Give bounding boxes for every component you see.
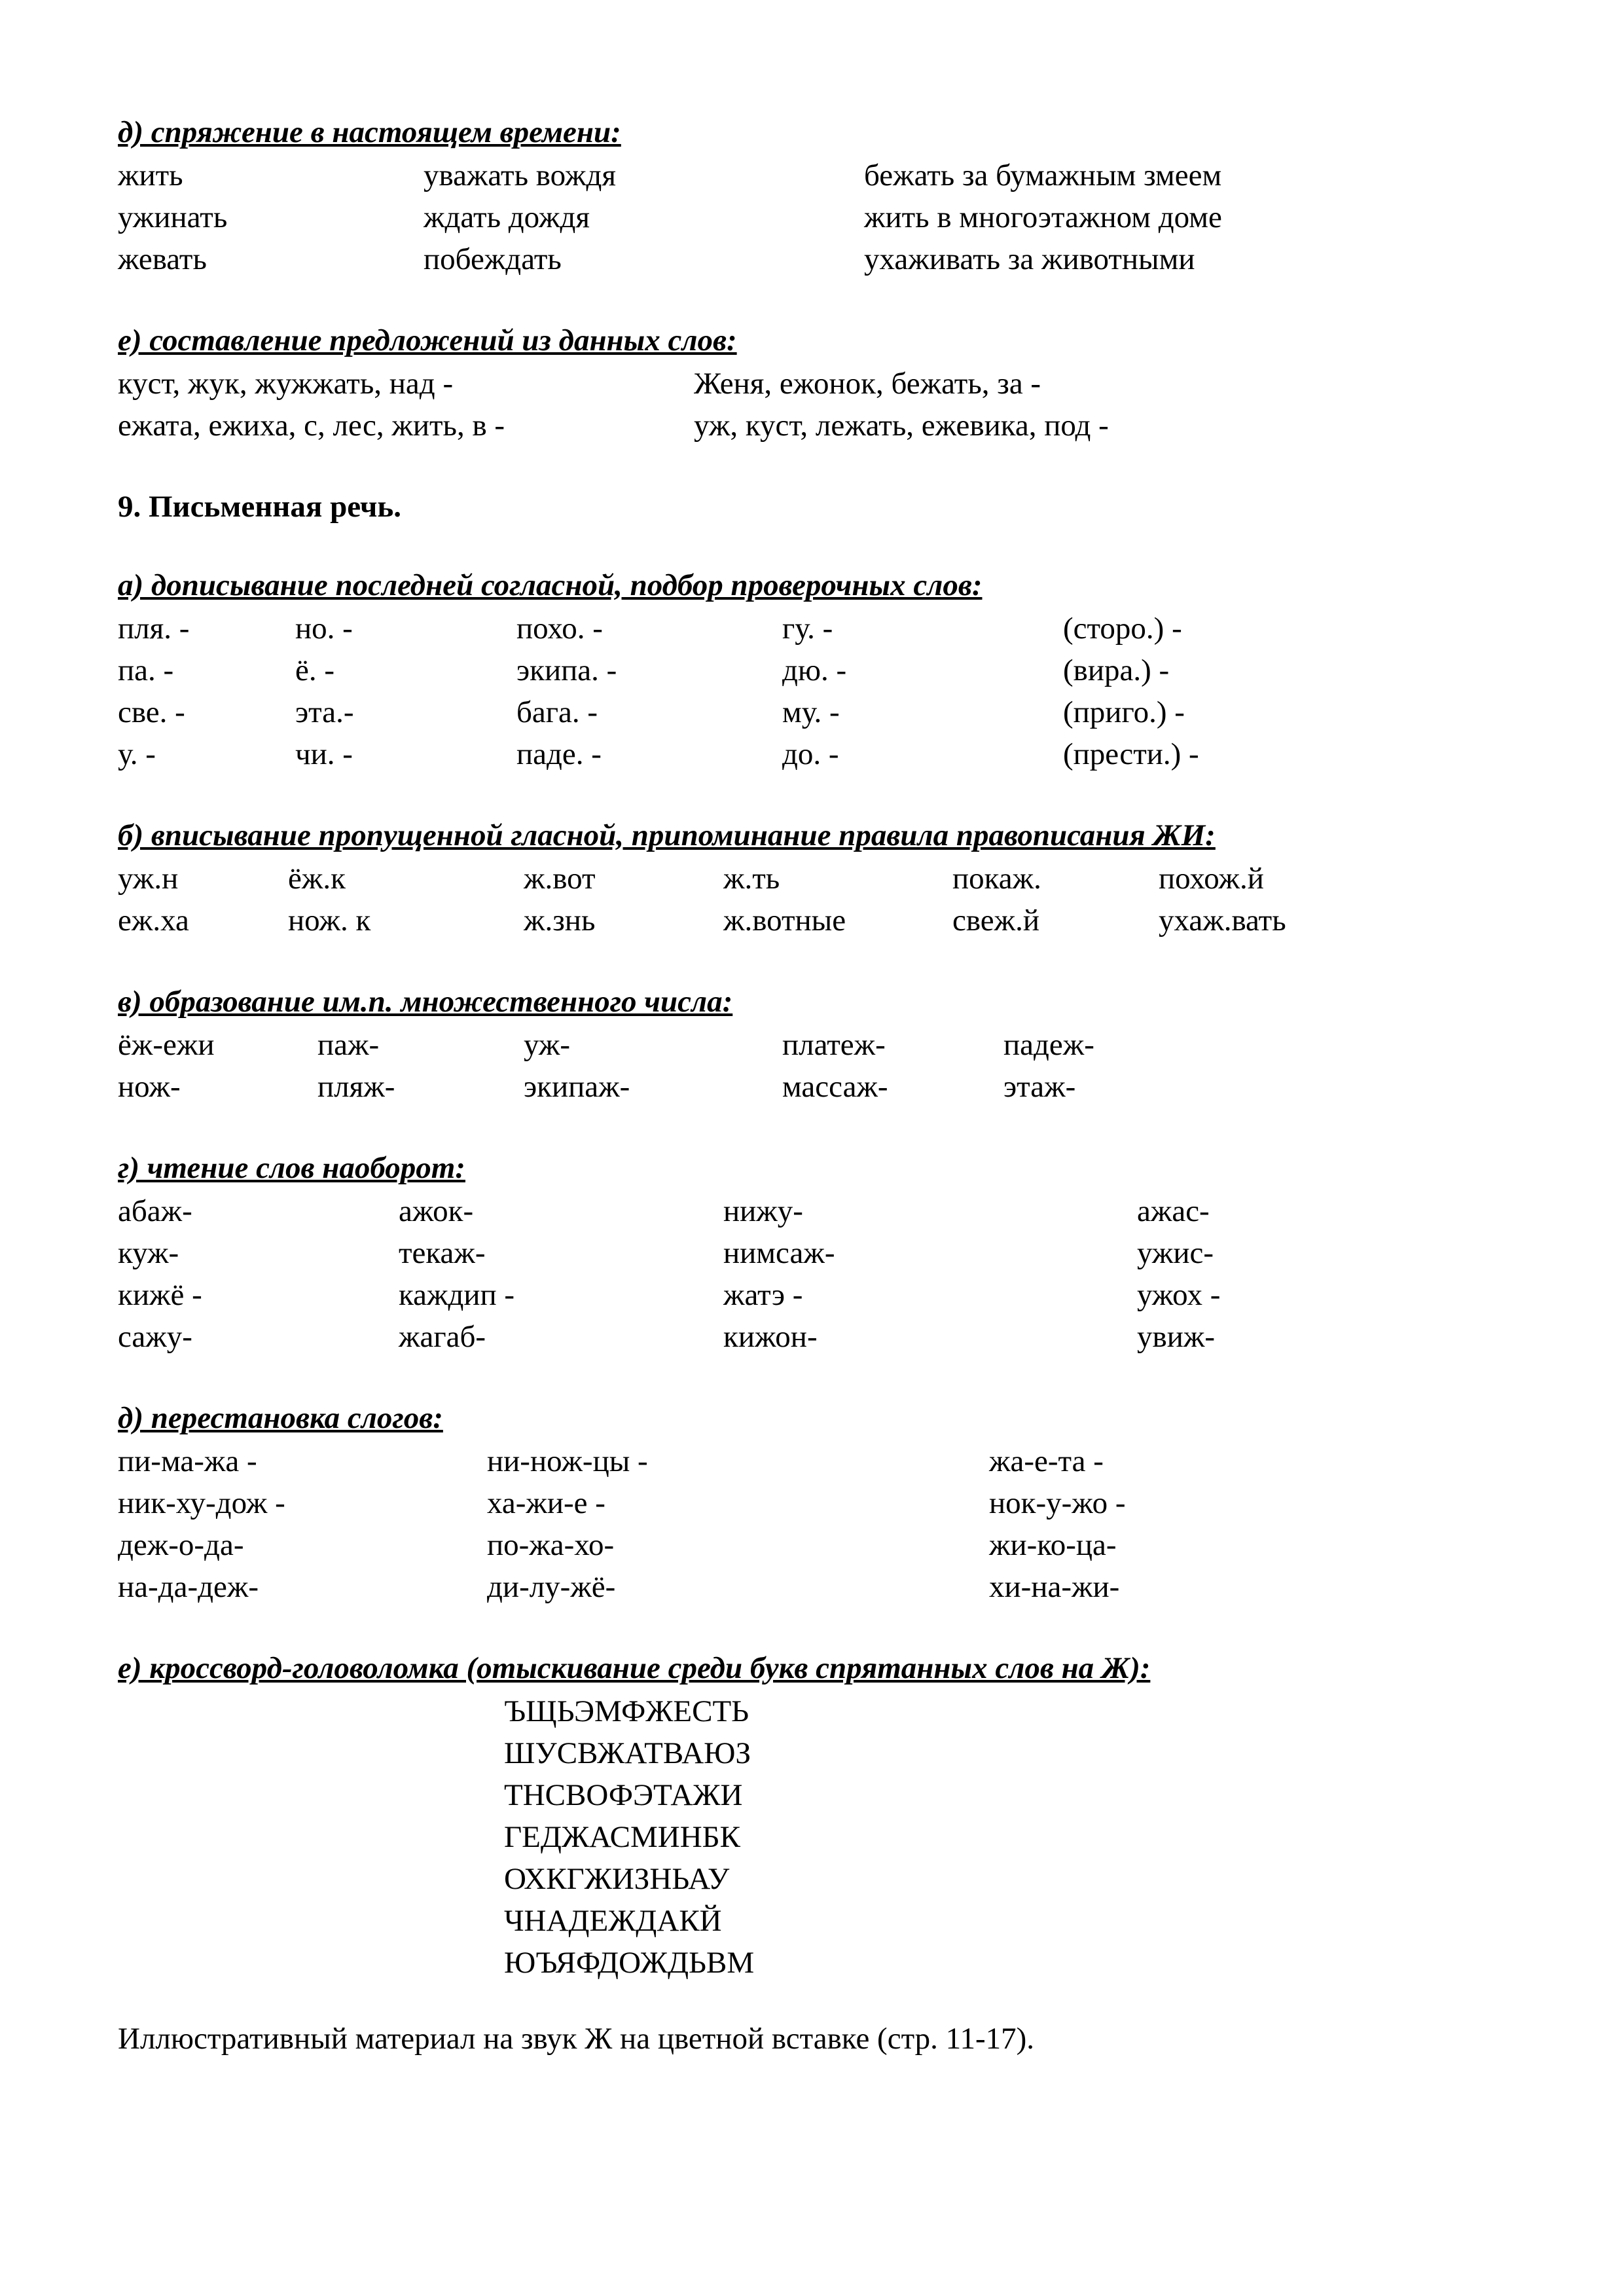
crossword-line: ЪЩЬЭМФЖЕСТЬ (504, 1694, 749, 1728)
section-heading-conjugation: д) спряжение в настоящем времени: (118, 115, 621, 149)
table-cell: пи-ма-жа - (118, 1444, 257, 1478)
crossword-letter-grid (118, 1690, 1519, 1984)
table-cell: жи-ко-ца- (989, 1528, 1117, 1562)
table-cell: на-да-деж- (118, 1570, 259, 1604)
table-cell: ёж-ежи (118, 1028, 215, 1062)
table-cell: ужинать (118, 200, 228, 234)
table-cell: до. - (782, 737, 839, 771)
crossword-line: ЧНАДЕЖДАКЙ (504, 1904, 722, 1938)
table-cell: жевать (118, 242, 207, 276)
section-sentence-building (118, 319, 1519, 446)
table-cell: ажок- (399, 1194, 474, 1228)
table-cell: этаж- (1003, 1070, 1076, 1104)
table-cell: жа-е-та - (989, 1444, 1104, 1478)
table-cell: пля. - (118, 611, 190, 646)
table-cell: ужох - (1137, 1278, 1221, 1312)
table-cell: пляж- (317, 1070, 395, 1104)
table-cell: нож- (118, 1070, 181, 1104)
table-row (118, 363, 1519, 405)
table-cell: но. - (295, 611, 353, 646)
table-cell: бага. - (516, 695, 598, 729)
table-cell: (сторо.) - (1063, 611, 1182, 646)
missing-vowel-table (118, 858, 1519, 941)
table-cell: ха-жи-е - (487, 1486, 605, 1520)
section-heading-crossword-puzzle: е) кроссворд-головоломка (отыскивание среди букв спрятанных слов на Ж): (118, 1651, 1151, 1685)
table-cell: (вира.) - (1063, 653, 1170, 687)
section-heading-sentence-building: е) составление предложений из данных слов: (118, 323, 737, 357)
table-row (118, 1440, 1519, 1482)
table-cell: бежать за бумажным змеем (864, 158, 1222, 192)
table-cell: уважать вождя (424, 158, 616, 192)
table-cell: покаж. (952, 862, 1041, 896)
table-cell: жагаб- (399, 1320, 486, 1354)
table-cell: кижон- (723, 1320, 818, 1354)
table-cell: ухаживать за животными (864, 242, 1195, 276)
table-row (118, 405, 1519, 446)
table-cell: чи. - (295, 737, 353, 771)
table-cell: ажас- (1137, 1194, 1210, 1228)
section-heading-plural-formation: в) образование им.п. множественного числа: (118, 985, 733, 1019)
section-heading-reverse-reading: г) чтение слов наоборот: (118, 1151, 465, 1185)
table-cell: ни-нож-цы - (487, 1444, 648, 1478)
section-final-consonant (118, 564, 1519, 775)
table-row (118, 733, 1519, 775)
table-cell: еж.ха (118, 903, 189, 938)
table-cell: сажу- (118, 1320, 192, 1354)
table-cell: падеж- (1003, 1028, 1094, 1062)
table-cell: ждать дождя (424, 200, 590, 234)
table-row (118, 1190, 1519, 1232)
table-cell: Женя, ежонок, бежать, за - (694, 367, 1041, 401)
table-cell: ж.вотные (723, 903, 846, 938)
table-cell: ж.вот (524, 862, 596, 896)
table-cell: дю. - (782, 653, 847, 687)
table-row (118, 1066, 1519, 1108)
table-cell: уж, куст, лежать, ежевика, под - (694, 409, 1109, 443)
table-cell: текаж- (399, 1236, 486, 1270)
table-row (118, 155, 1519, 196)
table-cell: ёж.к (288, 862, 346, 896)
table-row (118, 1524, 1519, 1566)
table-cell: платеж- (782, 1028, 886, 1062)
table-cell: у. - (118, 737, 156, 771)
table-cell: побеждать (424, 242, 562, 276)
crossword-line: ТНСВОФЭТАЖИ (504, 1778, 743, 1812)
crossword-line: ШУСВЖАТВАЮЗ (504, 1736, 751, 1770)
section-plural-formation (118, 981, 1519, 1108)
section-reverse-reading (118, 1147, 1519, 1358)
table-cell: ухаж.вать (1159, 903, 1286, 938)
table-cell: жить в многоэтажном доме (864, 200, 1222, 234)
section-conjugation (118, 111, 1519, 280)
table-row (118, 1566, 1519, 1608)
table-cell: уж.н (118, 862, 179, 896)
syllable-swap-table (118, 1440, 1519, 1608)
table-cell: эта.- (295, 695, 354, 729)
crossword-line: ГЕДЖАСМИНБК (504, 1820, 741, 1854)
table-cell: нимсаж- (723, 1236, 835, 1270)
table-row (118, 649, 1519, 691)
table-cell: каждип - (399, 1278, 515, 1312)
section-missing-vowel (118, 814, 1519, 941)
table-cell: ж.ть (723, 862, 780, 896)
table-cell: кижё - (118, 1278, 202, 1312)
table-cell: увиж- (1137, 1320, 1215, 1354)
table-cell: ё. - (295, 653, 335, 687)
table-cell: (приго.) - (1063, 695, 1185, 729)
table-row (118, 608, 1519, 649)
table-cell: экипа. - (516, 653, 617, 687)
table-cell: (прести.) - (1063, 737, 1199, 771)
table-cell: похо. - (516, 611, 603, 646)
table-row (118, 858, 1519, 900)
table-cell: све. - (118, 695, 185, 729)
table-cell: ежата, ежиха, с, лес, жить, в - (118, 409, 505, 443)
table-cell: паде. - (516, 737, 602, 771)
table-cell: массаж- (782, 1070, 888, 1104)
section-heading-final-consonant: а) дописывание последней согласной, подбор проверочных слов: (118, 568, 983, 602)
table-row (118, 1024, 1519, 1066)
table-cell: деж-о-да- (118, 1528, 244, 1562)
table-cell: па. - (118, 653, 174, 687)
table-cell: му. - (782, 695, 840, 729)
written-speech-title: 9. Письменная речь. (118, 490, 402, 524)
table-cell: по-жа-хо- (487, 1528, 615, 1562)
conjugation-table (118, 155, 1519, 280)
crossword-line: ЮЪЯФДОЖДЬВМ (504, 1946, 755, 1980)
table-cell: жить (118, 158, 183, 192)
table-cell: экипаж- (524, 1070, 630, 1104)
table-row (118, 196, 1519, 238)
table-cell: хи-на-жи- (989, 1570, 1120, 1604)
illustrative-material-note: Иллюстративный материал на звук Ж на цветной вставке (стр. 11-17). (118, 2022, 1034, 2056)
plural-formation-table (118, 1024, 1519, 1108)
table-cell: абаж- (118, 1194, 192, 1228)
table-cell: ник-ху-дож - (118, 1486, 285, 1520)
table-row (118, 1482, 1519, 1524)
table-cell: паж- (317, 1028, 380, 1062)
table-cell: куж- (118, 1236, 179, 1270)
section-heading-syllable-swap: д) перестановка слогов: (118, 1401, 443, 1435)
table-cell: нок-у-жо - (989, 1486, 1126, 1520)
table-cell: жатэ - (723, 1278, 803, 1312)
table-row (118, 1274, 1519, 1316)
section-heading-missing-vowel: б) вписывание пропущенной гласной, припоминание правила правописания ЖИ: (118, 818, 1216, 852)
table-cell: нож. к (288, 903, 371, 938)
table-row (118, 1232, 1519, 1274)
section-syllable-swap (118, 1397, 1519, 1608)
table-row (118, 691, 1519, 733)
final-consonant-table (118, 608, 1519, 775)
table-cell: похож.й (1159, 862, 1264, 896)
table-cell: уж- (524, 1028, 571, 1062)
table-cell: ди-лу-жё- (487, 1570, 616, 1604)
sentence-building-table (118, 363, 1519, 446)
section-crossword-puzzle (118, 1647, 1519, 1984)
table-row (118, 1316, 1519, 1358)
table-cell: ж.знь (524, 903, 596, 938)
table-cell: куст, жук, жужжать, над - (118, 367, 454, 401)
table-cell: ужис- (1137, 1236, 1214, 1270)
reverse-reading-table (118, 1190, 1519, 1358)
table-row (118, 238, 1519, 280)
table-row (118, 900, 1519, 941)
table-cell: свеж.й (952, 903, 1040, 938)
table-cell: нижу- (723, 1194, 803, 1228)
crossword-line: ОХКГЖИЗНЬАУ (504, 1862, 730, 1896)
table-cell: гу. - (782, 611, 833, 646)
